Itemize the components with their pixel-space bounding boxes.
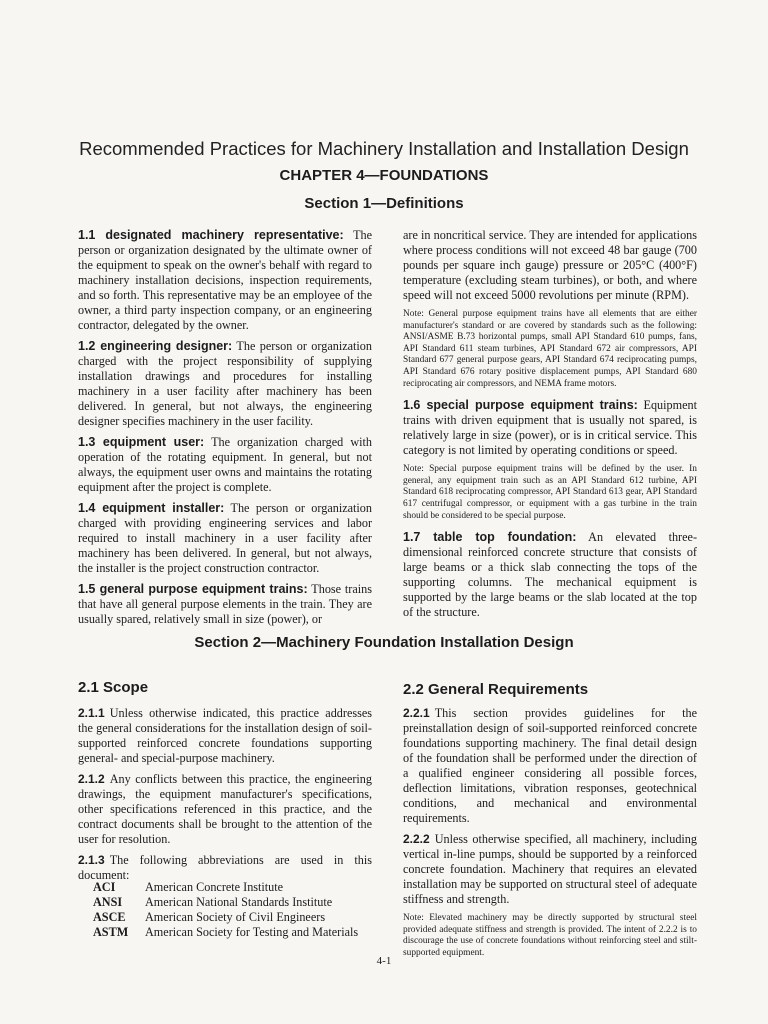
- abbreviation-name: American Concrete Institute: [145, 880, 284, 894]
- definition-text: Equipment trains with driven equipment that is usually not spared, is relatively large in size (power), or is in critical service. This category is not limited by operating conditions or speed.: [403, 398, 697, 458]
- paragraph-text: The following abbreviations are used in this document:: [78, 853, 372, 882]
- definition-text: The person or organization designated by the ultimate owner of the equipment to speak on the owner's behalf with regard to machinery installation decisions, inspection requirements, and so forth. This representative may be an employee of the owner, a third party inspection company, or an engineering contractor, delegated by the owner.: [78, 228, 373, 332]
- definition-term: 1.7 table top foundation:: [403, 530, 577, 545]
- scope-column: [78, 706, 372, 889]
- paragraph-text: Any conflicts between this practice, the engineering drawings, the equipment manufacturer's specifications, other specifications referenced in this practice, and the contract documents shall be brought to the attention of the user for resolution.: [78, 772, 372, 846]
- abbreviation-row: [93, 925, 358, 940]
- definitions-left-column: [78, 228, 372, 633]
- abbreviation-code: ANSI: [93, 895, 123, 909]
- paragraph-number: 2.1.2: [78, 772, 105, 786]
- paragraph-2-1-2: [78, 772, 372, 847]
- paragraph-number: 2.2.2: [403, 832, 430, 846]
- paragraph-text: Unless otherwise specified, all machinery, including vertical in-line pumps, should be supported by a reinforced concrete foundation. Machinery that requires an elevated installation may be supported on structural steel of adequate stiffness and strength.: [403, 832, 697, 906]
- definition-term: 1.4 equipment installer:: [78, 501, 225, 515]
- abbreviation-code: ASCE: [93, 910, 126, 924]
- note-2-2-2: Note: Elevated machinery may be directly supported by structural steel provided adequate stiffness and strength is provided. The intent of 2.2.2 is to discourage the use of concrete foundations without reinforcing steel and stilt-supported equipment.: [403, 913, 697, 958]
- paragraph-text: Unless otherwise indicated, this practice addresses the general considerations for the installation design of soil-supported reinforced concrete foundations supporting general- and special-purpose machinery.: [78, 706, 372, 765]
- general-requirements-heading: 2.2 General Requirements: [403, 681, 589, 698]
- general-requirements-column: [403, 706, 697, 967]
- section-2-heading: Section 2—Machinery Foundation Installation Design: [194, 634, 574, 651]
- paragraph-number: 2.1.1: [78, 706, 105, 720]
- definition-1-7: [403, 530, 697, 620]
- abbreviation-code: ASTM: [93, 925, 129, 939]
- definitions-right-column: [403, 228, 697, 626]
- definition-1-6: [403, 398, 697, 458]
- document-title: Recommended Practices for Machinery Installation and Installation Design: [79, 138, 689, 159]
- paragraph-text: This section provides guidelines for the preinstallation design of soil-supported reinforced concrete foundations supporting machinery. The final detail design of the foundation shall be performed under the direction of a qualified engineer considering all possible forces, deflection limitations, vibration responses, geotechnical conditions, and mechanical and environmental requirements.: [403, 706, 697, 825]
- paragraph-2-2-2: [403, 832, 697, 907]
- definition-text: An elevated three-dimensional reinforced concrete structure that consists of large beams or a thick slab connecting the tops of the supporting columns. The mechanical equipment is supported by the large beams or the slab located at the top of the structure.: [403, 530, 697, 620]
- abbreviation-name: American National Standards Institute: [145, 895, 333, 909]
- definition-term: 1.6 special purpose equipment trains:: [403, 398, 638, 413]
- definition-text: The person or organization charged with the project responsibility of supplying installation drawings and procedures for installing machinery in a user facility after machinery has been delivered. In general, but not always, the engineering designer specifies machinery in the user facility.: [78, 339, 372, 428]
- paragraph-number: 2.2.1: [403, 706, 430, 720]
- section-1-heading: Section 1—Definitions: [304, 195, 464, 212]
- paragraph-number: 2.1.3: [78, 853, 105, 867]
- definition-text: Those trains that have all general purpose elements in the train. They are usually spared, relatively small in size (power), or: [78, 582, 372, 626]
- definition-1-4: [78, 501, 372, 576]
- note-1-6: Note: Special purpose equipment trains will be defined by the user. In general, any equipment train such as an API Standard 612 turbine, API Standard 618 reciprocating compressor, API Standard 613 gear, API Standard 617 centrifugal compressor, or equipment with a gas turbine in the train should be considered to be special purpose.: [403, 464, 697, 521]
- definition-1-5-continued: are in noncritical service. They are intended for applications where process conditions will not exceed 48 bar gauge (700 pounds per square inch gauge) pressure or 205°C (400°F) temperature (excluding steam turbines), or both, and where speed will not exceed 5000 revolutions per minute (RPM).: [403, 228, 697, 302]
- paragraph-2-1-3: [78, 853, 372, 883]
- abbreviation-name: American Society for Testing and Materials: [145, 925, 359, 939]
- abbreviation-name: American Society of Civil Engineers: [145, 910, 326, 924]
- abbreviation-row: [93, 910, 358, 925]
- definition-1-3: [78, 435, 372, 495]
- abbreviations-list: [93, 880, 358, 940]
- definition-term: 1.3 equipment user:: [78, 435, 205, 449]
- abbreviation-row: [93, 895, 358, 910]
- definition-term: 1.2 engineering designer:: [78, 339, 233, 353]
- chapter-heading: CHAPTER 4—FOUNDATIONS: [279, 167, 489, 184]
- scope-heading: 2.1 Scope: [78, 679, 149, 696]
- definition-1-5: [78, 582, 372, 627]
- abbreviation-row: [93, 880, 358, 895]
- page-number: 4-1: [376, 955, 392, 967]
- paragraph-2-2-1: [403, 706, 697, 826]
- paragraph-2-1-1: [78, 706, 372, 766]
- note-1-5: Note: General purpose equipment trains have all elements that are either manufacturer's standard or are covered by standards such as the following: ANSI/ASME B.73 horizontal pumps, small API Standard 610 pumps, fans, API Standard 611 steam turbines, API Standard 672 air compressors, API Standard 677 general purpose gears, API Standard 674 reciprocating pumps, API Standard 676 rotary positive displacement pumps, API Standard 680 reciprocating air compressors, and NEMA frame motors.: [403, 309, 697, 389]
- definition-term: 1.5 general purpose equipment trains:: [78, 582, 308, 596]
- definition-text: The person or organization charged with providing engineering services and labor required to install machinery in a user facility after machinery has been delivered. In general, but not always, the installer is the project construction contractor.: [78, 501, 372, 575]
- definition-text: The organization charged with operation of the rotating equipment. In general, but not always, the equipment user owns and maintains the rotating equipment after the project is complete.: [78, 435, 372, 494]
- definition-term: 1.1 designated machinery representative:: [78, 228, 344, 242]
- definition-1-2: [78, 339, 372, 429]
- abbreviation-code: ACI: [93, 880, 116, 894]
- definition-1-1: [78, 228, 372, 333]
